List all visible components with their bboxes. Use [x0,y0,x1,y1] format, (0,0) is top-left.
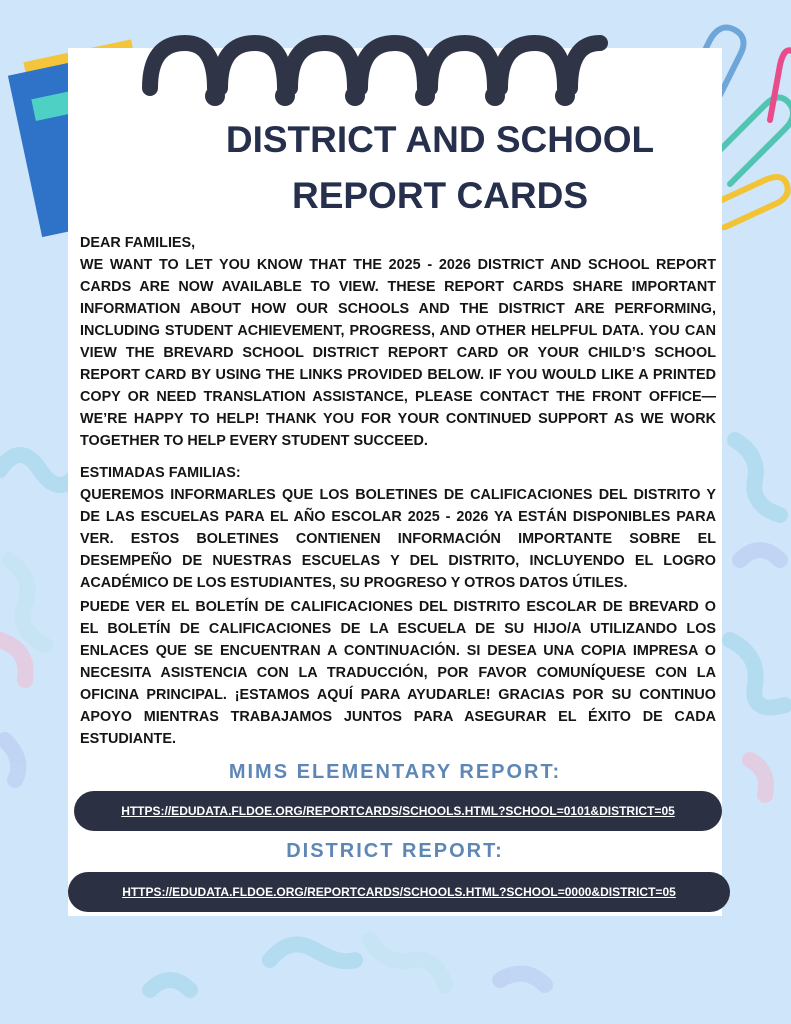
english-greeting: DEAR FAMILIES, [80,235,196,251]
spanish-body-1: QUEREMOS INFORMARLES QUE LOS BOLETINES DE CALIFICACIONES DEL DISTRITO Y DE LAS ESCUELAS PARA EL AÑO ESCOLAR 2025 - 2026 YA ESTÁN DISPONIBLES PARA VER. ESTOS BOLETINES CONTIENEN INFORMACIÓN IMPORTANTE SOBRE EL DESEMPEÑO DE NUESTRAS ESCUELAS Y DEL DISTRITO, INCLUYENDO EL LOGRO ACADÉMICO DE LOS ESTUDIANTES, SU PROGRESO Y OTROS DATOS ÚTILES. [80,487,716,591]
district-report-heading: DISTRICT REPORT: [286,840,504,862]
english-body: WE WANT TO LET YOU KNOW THAT THE 2025 - 2026 DISTRICT AND SCHOOL REPORT CARDS ARE NOW AVAILABLE TO VIEW. THESE REPORT CARDS SHARE IMPORTANT INFORMATION ABOUT HOW OUR SCHOOLS AND THE DISTRICT ARE PERFORMING, INCLUDING STUDENT ACHIEVEMENT, PROGRESS, AND OTHER HELPFUL DATA. YOU CAN VIEW THE BREVARD SCHOOL DISTRICT REPORT CARD OR YOUR CHILD’S SCHOOL REPORT CARD BY USING THE LINKS PROVIDED BELOW. IF YOU WOULD LIKE A PRINTED COPY OR NEED TRANSLATION ASSISTANCE, PLEASE CONTACT THE FRONT OFFICE—WE’RE HAPPY TO HELP! THANK YOU FOR YOUR CONTINUED SUPPORT AS WE WORK TOGETHER TO HELP EVERY STUDENT SUCCEED. [80,257,716,449]
binder-rings [130,18,630,118]
school-report-link[interactable]: HTTPS://EDUDATA.FLDOE.ORG/REPORTCARDS/SCHOOLS.HTML?SCHOOL=0101&DISTRICT=05 [74,791,722,831]
district-report-link[interactable]: HTTPS://EDUDATA.FLDOE.ORG/REPORTCARDS/SCHOOLS.HTML?SCHOOL=0000&DISTRICT=05 [68,872,730,912]
spanish-body-2: PUEDE VER EL BOLETÍN DE CALIFICACIONES DEL DISTRITO ESCOLAR DE BREVARD O EL BOLETÍN DE CALIFICACIONES DE LA ESCUELA DE SU HIJO/A UTILIZANDO LOS ENLACES QUE SE ENCUENTRAN A CONTINUACIÓN. SI DESEA UNA COPIA IMPRESA O NECESITA ASISTENCIA CON LA TRADUCCIÓN, POR FAVOR COMUNÍQUESE CON LA OFICINA PRINCIPAL. ¡ESTAMOS AQUÍ PARA AYUDARLE! GRACIAS POR SU CONTINUO APOYO MIENTRAS TRABAJAMOS JUNTOS PARA ASEGURAR EL ÉXITO DE CADA ESTUDIANTE. [80,599,716,747]
title-line-1: DISTRICT AND SCHOOL [225,119,655,160]
school-report-heading: MIMS ELEMENTARY REPORT: [228,761,562,783]
spanish-greeting: ESTIMADAS FAMILIAS: [80,465,241,481]
title-line-2: REPORT CARDS [291,175,589,216]
